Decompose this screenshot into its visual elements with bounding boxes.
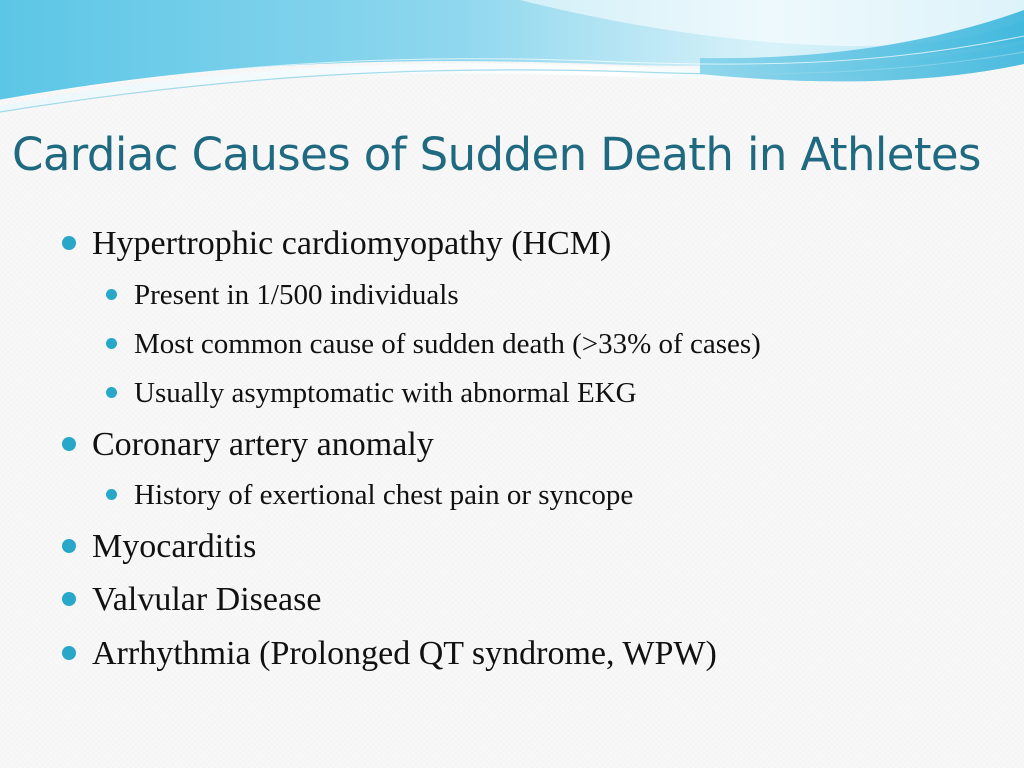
bullet-dot-icon [106, 338, 117, 349]
bullet-text: Valvular Disease [92, 581, 322, 618]
sub-bullet-text: Present in 1/500 individuals [134, 279, 459, 311]
bullet-text: Hypertrophic cardiomyopathy (HCM) [92, 225, 612, 262]
bullet-dot-icon [106, 289, 117, 300]
sub-bullet-text: Usually asymptomatic with abnormal EKG [134, 377, 637, 409]
bullet-coronary [62, 425, 434, 465]
bullet-dot-icon [62, 437, 76, 451]
bullet-text: Arrhythmia (Prolonged QT syndrome, WPW) [92, 635, 717, 672]
sub-bullet-asymptomatic [106, 375, 637, 411]
bullet-text: Myocarditis [92, 528, 257, 565]
bullet-arrhythmia [62, 634, 717, 674]
bullet-dot-icon [62, 592, 76, 606]
bullet-dot-icon [62, 539, 76, 553]
sub-bullet-text: History of exertional chest pain or syncope [134, 479, 634, 511]
bullet-hcm [62, 224, 611, 264]
bullet-valvular [62, 580, 321, 620]
bullet-dot-icon [106, 489, 117, 500]
slide-title: Cardiac Causes of Sudden Death in Athletes [12, 128, 981, 181]
bullet-dot-icon [62, 236, 76, 250]
sub-bullet-exertional [106, 477, 633, 513]
bullet-dot-icon [62, 646, 76, 660]
bullet-text: Coronary artery anomaly [92, 426, 434, 463]
bullet-dot-icon [106, 387, 117, 398]
sub-bullet-prevalence [106, 277, 459, 313]
sub-bullet-text: Most common cause of sudden death (>33% of cases) [134, 328, 761, 360]
sub-bullet-most-common [106, 326, 761, 362]
bullet-myocarditis [62, 527, 256, 567]
